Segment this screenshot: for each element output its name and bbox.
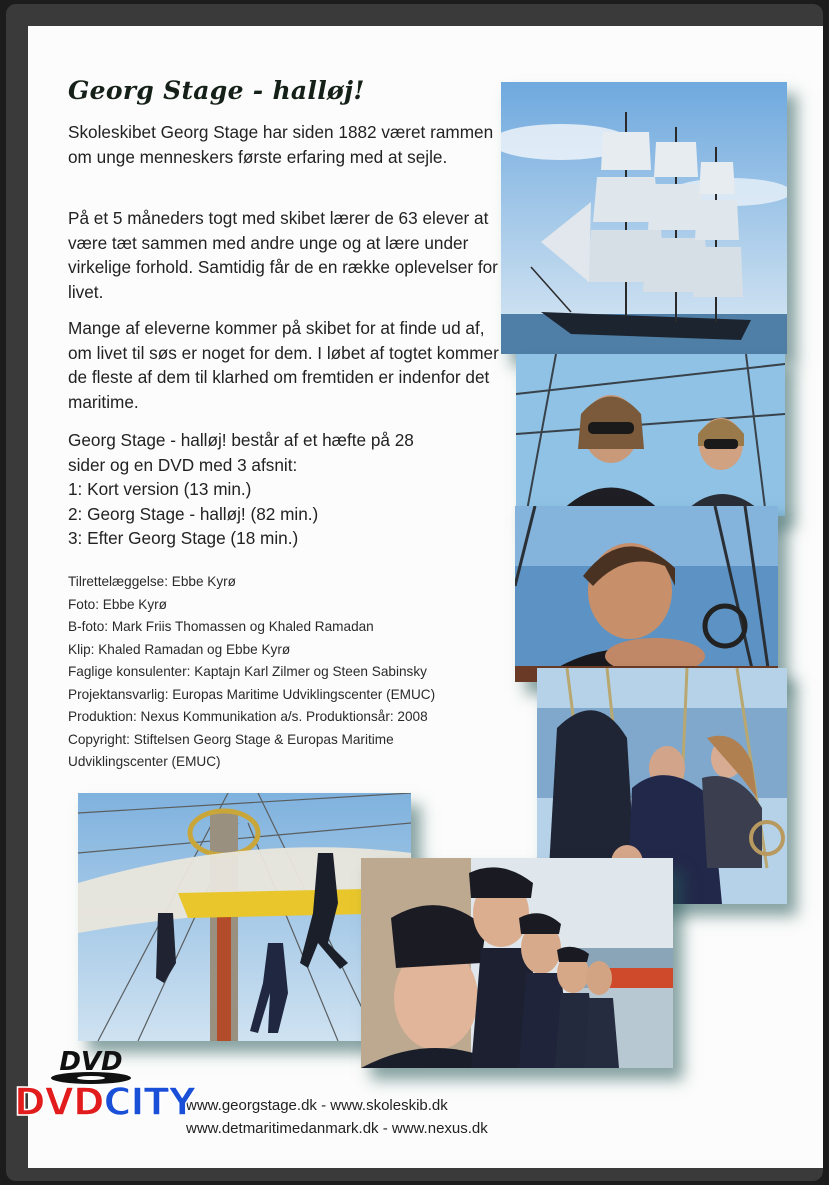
dvdcity-text-dvd: DVD <box>14 1080 104 1124</box>
credit-line: Produktion: Nexus Kommunikation a/s. Produktionsår: 2008 <box>68 709 428 724</box>
intro-paragraph-3: Mange af eleverne kommer på skibet for at finde ud af, om livet til søs er noget for dem. I løbet af togtet kommer de fleste af dem til klarhed om fremtiden er indenfor det maritime. <box>68 318 499 412</box>
website-links-line-1: www.georgstage.dk - www.skoleskib.dk <box>186 1097 448 1114</box>
credit-line: Klip: Khaled Ramadan og Ebbe Kyrø <box>68 641 291 657</box>
credit-line: Tilrettelæggelse: Ebbe Kyrø <box>68 574 236 589</box>
back-cover-sheet <box>28 26 823 1168</box>
website-links-line-2: www.detmaritimedanmark.dk - www.nexus.dk <box>186 1120 488 1137</box>
credit-line: Foto: Ebbe Kyrø <box>68 596 167 612</box>
credit-line: Faglige konsulenter: Kaptajn Karl Zilmer og Steen Sabinsky <box>68 664 427 679</box>
intro-paragraph-1: Skoleskibet Georg Stage har siden 1882 været rammen om unge menneskers første erfaring med at sejle. <box>68 122 494 167</box>
episode-3: 3: Efter Georg Stage (18 min.) <box>68 528 299 548</box>
dvd-contents <box>68 428 508 551</box>
credit-line: Udviklingscenter (EMUC) <box>68 754 221 769</box>
dvd-contents-line: sider og en DVD med 3 afsnit: <box>68 454 298 475</box>
intro-paragraph-2: På et 5 måneders togt med skibet lærer de 63 elever at være tæt sammen med andre unge og at lære under virkelige forhold. Samtidig får de en række oplevelser for livet. <box>68 208 498 302</box>
episode-1: 1: Kort version (13 min.) <box>68 479 252 499</box>
dvdcity-text-city: CITY <box>103 1080 195 1124</box>
dvd-logo-text: DVD <box>59 1047 123 1077</box>
credits-block <box>68 571 508 774</box>
credit-line: Copyright: Stiftelsen Georg Stage & Europas Maritime <box>68 731 394 747</box>
website-links <box>186 1094 488 1140</box>
photo-cadets-lineup <box>361 858 673 1068</box>
cover-title: Georg Stage - halløj! <box>68 76 365 105</box>
credit-line: B-foto: Mark Friis Thomassen og Khaled Ramadan <box>68 619 374 634</box>
dvdcity-watermark <box>14 1080 195 1124</box>
photo-two-students <box>516 354 785 516</box>
credit-line: Projektansvarlig: Europas Maritime Udviklingscenter (EMUC) <box>68 686 436 702</box>
dvd-contents-line: Georg Stage - halløj! består af et hæfte på 28 <box>68 430 414 450</box>
episode-2: 2: Georg Stage - halløj! (82 min.) <box>68 503 319 524</box>
photo-sailor-at-wheel <box>515 506 778 682</box>
photo-tall-ship <box>501 82 787 354</box>
